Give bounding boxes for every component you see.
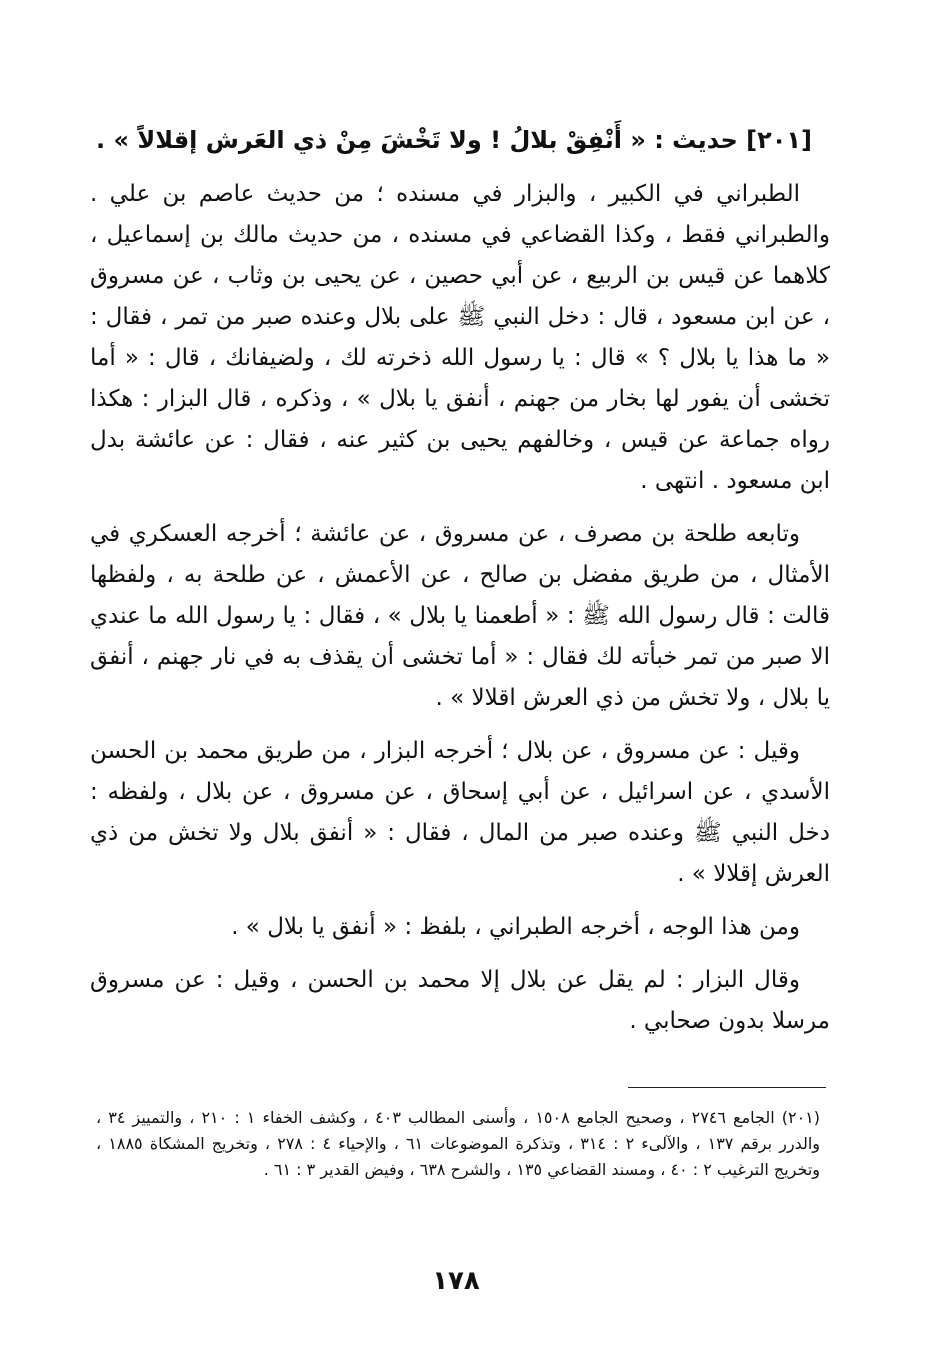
main-text [90, 118, 830, 1042]
hadith-heading: [٢٠١] حديث : « أَنْفِقْ بلالُ ! ولا تَخْشَ مِنْ ذي العَرش إقلالاً » . [96, 126, 812, 154]
paragraph-bazzar: وقال البزار : لم يقل عن بلال إلا محمد بن الحسن ، وقيل : عن مسروق مرسلا بدون صحابي . [90, 967, 830, 1034]
footnote: (٢٠١) الجامع ٢٧٤٦ ، وصحيح الجامع ١٥٠٨ ، وأسنى المطالب ٤٠٣ ، وكشف الخفاء ١ : ٢١٠ ، والتمييز ٣٤ ، والدرر برقم ١٣٧ ، والآلىء ٢ : ٣١٤ ، وتذكرة الموضوعات ٦١ ، والإحياء ٤ : ٢٧٨ ، وتخريج المشكاة ١٨٨٥ ، وتخريج الترغيب ٢ : ٤٠ ، ومسند القضاعي ١٣٥ ، والشرح ٦٣٨ ، وفيض القدير ٣ : ٦١ . [96, 1108, 821, 1179]
paragraph-talha: وتابعه طلحة بن مصرف ، عن مسروق ، عن عائشة ؛ أخرجه العسكري في الأمثال ، من طريق مفضل بن صالح ، عن الأعمش ، عن طلحة به ، ولفظها قالت : قال رسول الله ﷺ : « أطعمنا يا بلال » ، فقال : يا رسول الله ما عندي الا صبر من تمر خبأته لك فقال : « أما تخشى أن يقذف به في نار جهنم ، أنفق يا بلال ، ولا تخش من ذي العرش اقلالا » . [90, 521, 830, 711]
footnote-divider [628, 1087, 826, 1088]
paragraph-sources: الطبراني في الكبير ، والبزار في مسنده ؛ من حديث عاصم بن علي . والطبراني فقط ، وكذا القضاعي في مسنده ، من حديث مالك بن إسماعيل ، كلاهما عن قيس بن الربيع ، عن أبي حصين ، عن يحيى بن وثاب ، عن مسروق ، عن ابن مسعود ، قال : دخل النبي ﷺ على بلال وعنده صبر من تمر ، فقال : « ما هذا يا بلال ؟ » قال : يا رسول الله ذخرته لك ، ولضيفانك ، قال : « أما تخشى أن يفور لها بخار من جهنم ، أنفق يا بلال » ، وذكره ، قال البزار : هكذا رواه جماعة عن قيس ، وخالفهم يحيى بن كثير عنه ، فقال : عن عائشة بدل ابن مسعود . انتهى . [90, 181, 830, 494]
page-number: ١٧٨ [432, 1266, 480, 1296]
paragraph-tabarani: ومن هذا الوجه ، أخرجه الطبراني ، بلفظ : « أنفق يا بلال » . [231, 914, 800, 940]
paragraph-bilal: وقيل : عن مسروق ، عن بلال ؛ أخرجه البزار ، من طريق محمد بن الحسن الأسدي ، عن اسرائيل ، عن أبي إسحاق ، عن مسروق ، عن بلال ، ولفظه : دخل النبي ﷺ وعنده صبر من المال ، فقال : « أنفق بلال ولا تخش من ذي العرش إقلالا » . [90, 738, 830, 887]
